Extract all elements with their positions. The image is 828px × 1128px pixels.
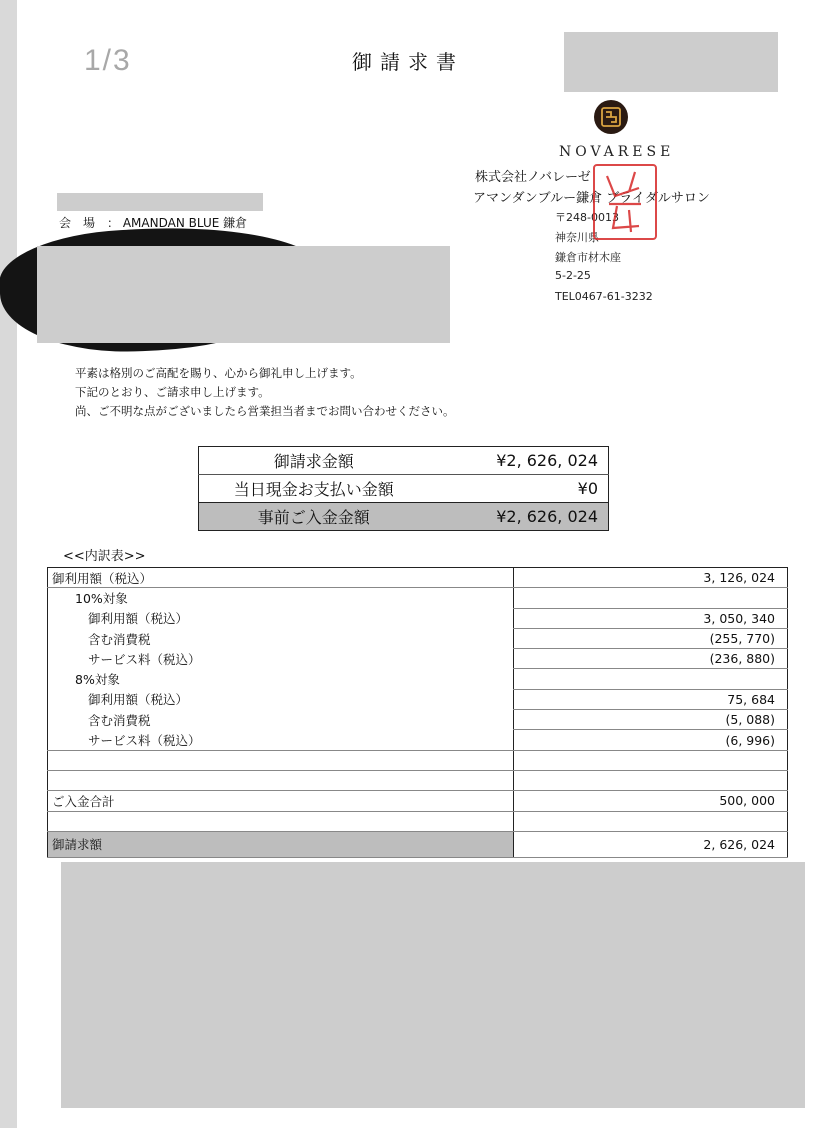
table-row — [48, 730, 788, 750]
summary-row — [199, 447, 609, 475]
venue-name: AMANDAN BLUE 鎌倉 — [122, 216, 248, 230]
row-label: 8%対象 — [75, 672, 120, 688]
row-amount: (6, 996) — [514, 730, 788, 750]
row-amount: (255, 770) — [514, 628, 788, 648]
row-label: ご入金合計 — [48, 791, 514, 811]
row-label: 御利用額（税込） — [88, 611, 189, 627]
table-row — [48, 750, 788, 770]
row-label: 御請求額 — [48, 831, 514, 857]
table-row — [48, 669, 788, 689]
row-label: 含む消費税 — [88, 631, 151, 647]
row-amount: (236, 880) — [514, 649, 788, 669]
greeting-line-1: 平素は格別のご高配を賜り、心から御礼申し上げます。 — [75, 366, 362, 380]
table-row — [48, 608, 788, 628]
row-label: 御利用額（税込） — [88, 692, 189, 708]
row-label: 御利用額（税込） — [48, 568, 514, 588]
issuer-prefecture: 神奈川県 — [555, 231, 599, 244]
row-amount: 3, 050, 340 — [514, 608, 788, 628]
table-row — [48, 791, 788, 811]
page-number: 1/3 — [84, 44, 132, 77]
table-row — [48, 588, 788, 608]
row-amount: (5, 088) — [514, 710, 788, 730]
document-title: 御請求書 — [352, 50, 464, 74]
summary-row — [199, 475, 609, 503]
company-seal-stamp-icon — [593, 164, 657, 240]
row-label — [48, 811, 514, 831]
row-amount — [514, 811, 788, 831]
row-amount — [514, 669, 788, 689]
novarese-logo-icon — [594, 100, 628, 134]
summary-value: ¥2, 626, 024 — [496, 451, 598, 470]
venue-label: 会 場 ： — [59, 216, 120, 230]
row-label: 10%対象 — [75, 591, 128, 607]
summary-label: 御請求金額 — [273, 452, 354, 471]
row-amount — [514, 770, 788, 790]
row-label — [48, 770, 514, 790]
row-label: サービス料（税込） — [48, 730, 514, 750]
issuer-tel: TEL0467-61-3232 — [555, 290, 653, 303]
row-label — [48, 750, 514, 770]
redacted-block-top — [564, 32, 778, 92]
summary-label: 当日現金お支払い金額 — [199, 475, 429, 503]
issuer-street: 5-2-25 — [555, 269, 591, 282]
row-amount — [514, 750, 788, 770]
row-label: サービス料（税込） — [88, 651, 201, 667]
issuer-company: 株式会社ノバレーゼ — [475, 170, 591, 185]
invoice-page — [17, 0, 828, 1128]
table-row — [48, 710, 788, 730]
issuer-salon: アマンダンブルー鎌倉 ブライダルサロン — [473, 191, 710, 206]
greeting-line-2: 下記のとおり、ご請求申し上げます。 — [75, 385, 270, 399]
greeting-line-3: 尚、ご不明な点がございましたら営業担当者までお問い合わせください。 — [75, 404, 455, 418]
summary-row — [199, 503, 609, 531]
redacted-block-bottom — [61, 862, 805, 1108]
issuer-city: 鎌倉市材木座 — [555, 251, 621, 264]
row-amount: 2, 626, 024 — [514, 831, 788, 857]
brand-wordmark: NOVARESE — [559, 144, 675, 160]
table-row — [48, 689, 788, 709]
row-amount — [514, 588, 788, 608]
table-row — [48, 568, 788, 588]
summary-table — [198, 446, 609, 531]
summary-value: ¥0 — [429, 475, 609, 503]
breakdown-table — [47, 567, 788, 858]
row-amount: 75, 684 — [514, 689, 788, 709]
summary-value: ¥2, 626, 024 — [429, 503, 609, 531]
table-row — [48, 628, 788, 648]
row-amount: 3, 126, 024 — [514, 568, 788, 588]
issuer-postal: 〒248-0013 — [555, 211, 619, 224]
row-label: 含む消費税 — [88, 712, 151, 728]
summary-label: 事前ご入金金額 — [199, 503, 429, 531]
redacted-block-address — [37, 246, 450, 343]
table-row-total — [48, 831, 788, 857]
table-row — [48, 770, 788, 790]
table-row — [48, 649, 788, 669]
table-row — [48, 811, 788, 831]
breakdown-title: <<内訳表>> — [63, 549, 146, 564]
redacted-customer-name — [57, 193, 263, 211]
row-amount: 500, 000 — [514, 791, 788, 811]
